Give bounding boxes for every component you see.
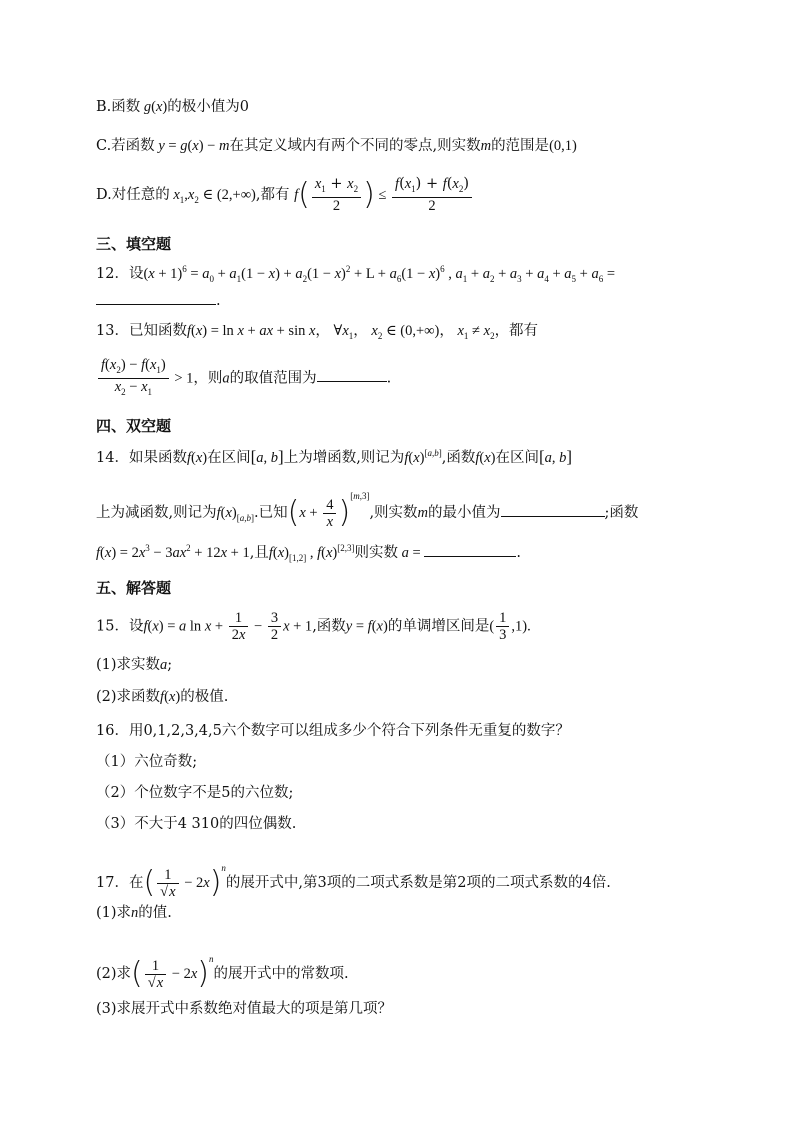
q14-function: $f(x) = 2x^3 - 3ax^2 + 12x + 1$ [96, 543, 250, 561]
q14-t6: .已知 [254, 505, 288, 521]
q14-t10: ,且 [249, 544, 269, 561]
question-14: 14．如果函数f(x)在区间[a, b]上为增函数,则记为f(x)[a,b],函数f(x)在区间[a, b] [96, 446, 573, 466]
q17-part1 [96, 903, 172, 923]
option-d-inequality: f [294, 186, 299, 203]
section-fill-in-heading: 三、填空题 [96, 235, 172, 253]
option-b-label: B.函数 [96, 99, 141, 115]
question-12 [96, 259, 615, 289]
q17-label: 17．在 [96, 875, 144, 891]
q14-t9: ;函数 [604, 505, 639, 521]
q12-answer-line: . [96, 290, 221, 311]
q15-function: f(x) = a ln x + [143, 618, 227, 635]
q13-text3: ，都有 [494, 323, 539, 339]
q15-t1: ,函数 [312, 618, 346, 635]
q13-sep1: ， [315, 323, 330, 339]
option-c-text2: 的范围是 [491, 138, 550, 154]
q13-text4: ，则 [193, 370, 223, 387]
q14-t7: ,则实数 [369, 505, 418, 521]
option-d: D.对任意的 $x_1,x_2$ ∈ (2,+∞),都有 f( $\frac{x_1 + x_2}{2}$ ) ≤ $\frac{f(x_1) + f(x_2)}{2}$ [96, 176, 474, 214]
q13-sep2: ， [353, 323, 368, 339]
q14-t3: ,函数 [441, 449, 476, 466]
section-double-fill-heading: 四、双空题 [96, 417, 172, 435]
q13-function: f(x) = ln x + ax + sin x [186, 323, 316, 339]
q17-part2: (2)求( $\frac{1}{√x}$ − 2x)$^n$的展开式中的常数项. [96, 954, 349, 991]
section-solution-heading: 五、解答题 [96, 579, 172, 597]
q17-part1-var: n [131, 905, 139, 921]
q12-answer-blank[interactable] [96, 290, 216, 305]
q15-part1-var: a [160, 657, 168, 673]
q14-t1: 在区间 [207, 449, 251, 466]
q14-label: 14．如果函数 [96, 449, 187, 466]
q13-condition: $\frac{f(x_2) - f(x_1)}{x_2 - x_1}$ > 1，则a的取值范围为 . [96, 357, 391, 400]
option-d-formula: x [169, 186, 180, 203]
q17-part2-end: 的展开式中的常数项. [213, 966, 349, 982]
q13-answer-blank[interactable] [317, 367, 387, 382]
option-d-label: D.对任意的 [96, 186, 170, 203]
q14-t2: 上为增函数,则记为 [283, 449, 405, 466]
option-b-formula: g [140, 99, 152, 115]
option-c-label: C.若函数 [96, 138, 155, 154]
q14-t8: 的最小值为 [428, 505, 501, 521]
q15-part2-end: 的极值. [180, 689, 229, 705]
q15-part2: (2)求函数f(x)的极值. [96, 689, 229, 705]
q15-t2: 的单调增区间是 [387, 618, 490, 635]
q15-part1-text: (1)求实数 [96, 657, 161, 673]
q14-answer-blank-1[interactable] [501, 502, 605, 517]
option-b-text: 的极小值为0 [167, 99, 249, 115]
q17-part1-end: 的值. [138, 905, 172, 921]
q13-label: 13．已知函数 [96, 323, 187, 339]
option-c: C.若函数 y = g(x) − m在其定义域内有两个不同的零点,则实数m的范围是(0,1) [96, 138, 577, 154]
q12-formula: $(x + 1)^6 = a_0 + a_1(1 - x) + a_2(1 - x)^2 + L + a_6(1 - x)^6$ , $a_1 + a_2 + a_3 + a_4 + a_5 + a_6$ = [143, 264, 615, 284]
q13-sep3: ， [439, 323, 454, 339]
q16-part3: （3）不大于4 310的四位偶数. [96, 816, 297, 832]
option-c-text1: 在其定义域内有两个不同的零点,则实数 [229, 138, 481, 154]
q15-part1-end: ; [167, 657, 173, 673]
q14-answer-blank-2[interactable] [424, 542, 516, 557]
q16-part2: （2）个位数字不是5的六位数; [96, 785, 294, 801]
q14-line2: 上为减函数,则记为$f(x)_{[a,b]}$.已知(x + $\frac{4}{x}$ )[m,3],则实数m的最小值为 ;函数 [96, 491, 639, 530]
q14-t5: 上为减函数,则记为 [96, 505, 217, 521]
q16-part1: （1）六位奇数; [96, 754, 198, 770]
q17-part2-text: (2)求 [96, 966, 132, 982]
question-15: 15．设f(x) = a ln x + $\frac{1}{2x}$ − $\frac{3}{2}$ x + 1,函数y = f(x)的单调增区间是( $\frac{1}{3}$ ,1). [96, 610, 531, 643]
option-b: B.函数 g(x)的极小值为0 [96, 99, 249, 115]
q17-part1-text: (1)求 [96, 905, 132, 921]
q14-t4: 在区间 [495, 449, 539, 466]
q15-part1 [96, 655, 172, 675]
q13-fraction: $\frac{f(x_2) - f(x_1)}{x_2 - x_1}$ [98, 357, 169, 400]
q12-label: 12．设 [96, 265, 144, 282]
option-c-formula: y [154, 138, 165, 154]
question-17: 17．在( $\frac{1}{√x}$ − 2x)$^n$的展开式中,第3项的二项式系数是第2项的二项式系数的4倍. [96, 863, 611, 900]
q17-t1: 的展开式中,第3项的二项式系数是第2项的二项式系数的4倍. [225, 875, 611, 891]
q14-line3: $f(x) = 2x^3 - 3ax^2 + 12x + 1$,且$f(x)_{[1,2]}$ , f(x)[2,3]则实数 a = . [96, 543, 521, 563]
option-c-var: m [480, 138, 492, 154]
option-d-text1: ,都有 [255, 186, 290, 203]
q14-t11: 则实数 [354, 544, 398, 561]
q17-part3: (3)求展开式中系数绝对值最大的项是第几项？ [96, 1001, 393, 1017]
q15-part2-text: (2)求函数 [96, 689, 161, 705]
q14-var-m: m [417, 505, 429, 521]
q13-text5: 的取值范围为 [229, 370, 317, 387]
q13-var: a [222, 370, 230, 387]
q15-label: 15．设 [96, 618, 144, 635]
option-c-range: (0,1) [549, 138, 577, 154]
question-16: 16．用0,1,2,3,4,5六个数字可以组成多少个符合下列条件无重复的数字？ [96, 723, 570, 739]
question-13: 13．已知函数f(x) = ln x + ax + sin x， $\forall x_1$， $x_2$ ∈ (0,+∞)， $x_1 \ne x_2$，都有 [96, 323, 539, 341]
